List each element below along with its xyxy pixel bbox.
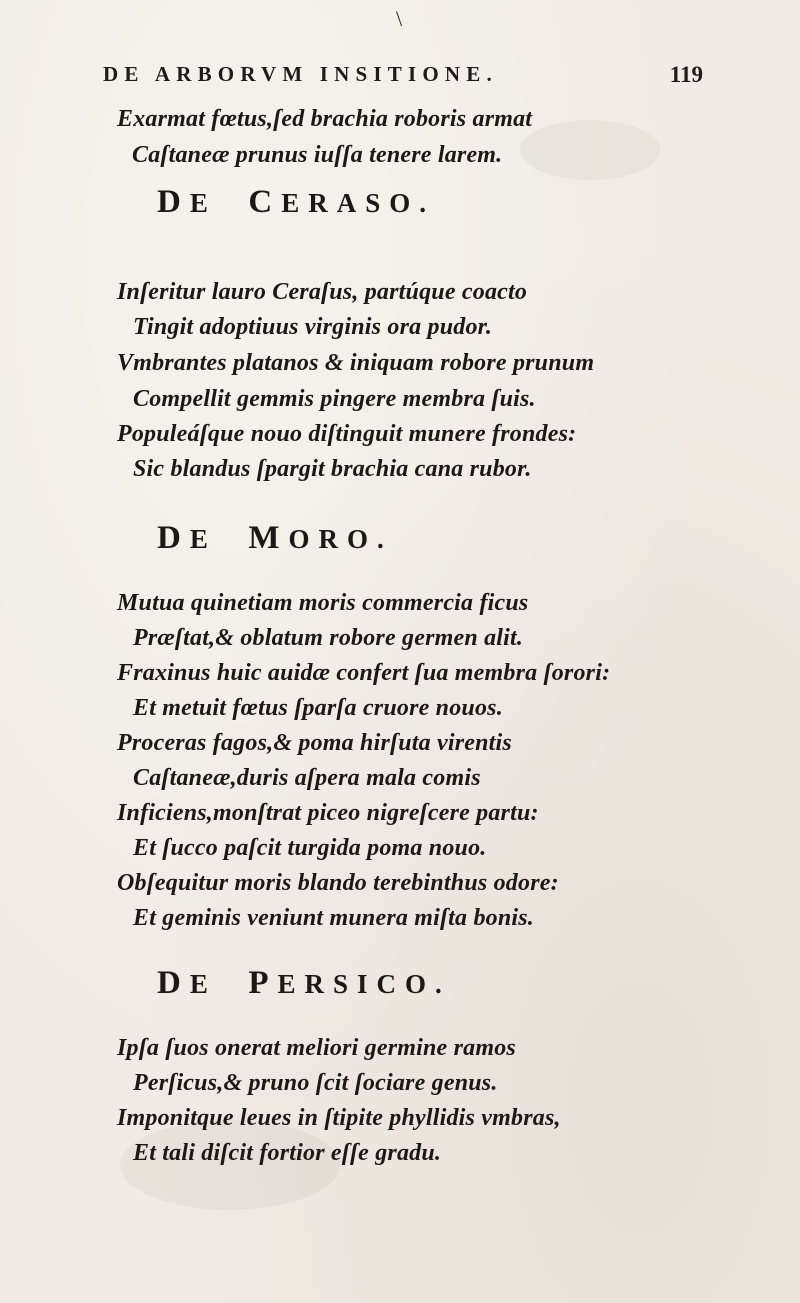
verse-line: Compellit gemmis pingere membra ſuis. [133,386,536,412]
verse-line: Mutua quinetiam moris commercia ficus [117,590,529,616]
verse-line: Præſtat,& oblatum robore germen alit. [133,625,524,651]
verse-line: Ipſa ſuos onerat meliori germine ramos [117,1035,516,1061]
verse-line: Inficiens,monſtrat piceo nigreſcere partu: [117,800,539,826]
verse-line: Perſicus,& pruno ſcit ſociare genus. [133,1070,498,1096]
running-title: DE ARBORVM INSITIONE. [103,62,498,86]
section-heading-moro: DE MORO. [157,520,393,556]
verse-line: Et tali diſcit fortior eſſe gradu. [133,1140,442,1166]
verse-line: Imponitque leues in ſtipite phyllidis vmbras, [117,1105,561,1131]
verse-line: Populeáſque nouo diſtinguit munere frondes: [117,421,577,447]
verse-line: Et geminis veniunt munera miſta bonis. [133,905,535,931]
section-heading-ceraso: DE CERASO. [157,184,435,220]
verse-line: Exarmat fœtus,ſed brachia roboris armat [117,106,533,132]
verse-line: Fraxinus huic auidæ confert ſua membra ſorori: [117,660,611,686]
verse-line: Caſtaneæ,duris aſpera mala comis [133,765,481,791]
page-number: 119 [669,62,703,87]
section-heading-persico: DE PERSICO. [157,965,451,1001]
verse-line: Caſtaneæ prunus iuſſa tenere larem. [132,142,503,168]
verse-line: Proceras fagos,& poma hirſuta virentis [117,730,512,756]
paper-stain [520,120,660,180]
verse-line: Obſequitur moris blando terebinthus odore: [117,870,559,896]
verse-line: Vmbrantes platanos & iniquam robore prunum [117,350,595,376]
verse-line: Sic blandus ſpargit brachia cana rubor. [133,456,532,482]
verse-line: Inſeritur lauro Ceraſus, partúque coacto [117,279,528,305]
verse-line: Tingit adoptiuus virginis ora pudor. [133,314,493,340]
verse-line: Et metuit fœtus ſparſa cruore nouos. [133,695,503,721]
verse-line: Et ſucco paſcit turgida poma nouo. [133,835,487,861]
margin-mark: \ [396,6,403,31]
running-head [103,62,703,92]
